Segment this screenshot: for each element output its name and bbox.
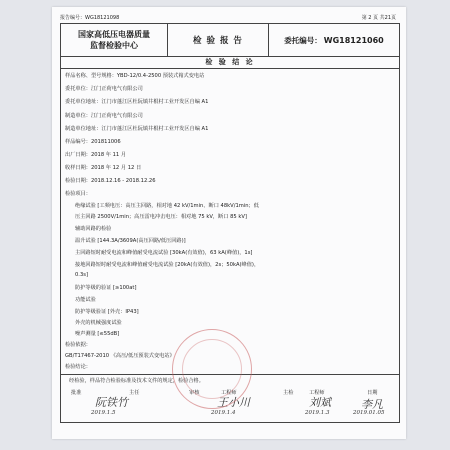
test-items-label: 检验项目：: [65, 191, 91, 197]
test-item: 0.3s]: [75, 272, 88, 278]
test-conclusion-label: 检验结论：: [65, 364, 91, 370]
approver-title: 主任: [129, 390, 140, 396]
official-seal: [172, 329, 252, 409]
conclusion-title: 检 验 结 论: [60, 56, 400, 69]
report-type: 检 验 报 告: [168, 24, 269, 56]
client-address-line: 委托单位地址：江门市蓬江区杜阮镇井根村工业开发区自编 A1: [65, 99, 209, 105]
test-standard: GB/T17467-2010 《高压/低压预装式变电站》: [65, 353, 175, 359]
reviewer-label: 审核: [189, 390, 200, 396]
test-item: 温升试验 [144.3A/3609A(高压回路/低压回路)]: [75, 238, 186, 244]
main-label: 主检: [283, 390, 294, 396]
date-label: 日期: [367, 390, 378, 396]
conclusion-body: [60, 68, 400, 375]
page-number: 第 2 页 共21页: [361, 15, 396, 21]
reviewer-title: 工程师: [221, 390, 237, 396]
manufacturer-address-line: 制造单位地址：江门市蓬江区杜阮镇井根村工业开发区自编 A1: [65, 126, 209, 132]
final-signature: 李凡: [361, 398, 383, 411]
org-name: [61, 24, 168, 56]
test-basis-label: 检验依据：: [65, 342, 91, 348]
approver-signature: 阮铁竹: [95, 396, 128, 409]
production-date-line: 出厂日期：2018 年 11 月: [65, 152, 127, 158]
receipt-date-line: 收样日期：2018 年 12 月 12 日: [65, 165, 142, 171]
test-item: 接地回路短时耐受电流和峰值耐受电流试验 [20kA(有效值)，2s；50kA(峰值)，: [75, 262, 260, 268]
test-item: 噪声测量 [≤55dB]: [75, 331, 120, 337]
test-item: 辅助回路的检验: [75, 226, 112, 232]
reviewer-signature-date: 2019.1.4: [211, 410, 236, 416]
test-item: 绝缘试验 [工频电压：高压主回路，相对地 42 kV/1min、断口 48kV/1min；低: [75, 203, 259, 209]
commission-value: WG18121060: [323, 35, 384, 45]
manufacturer-line: 制造单位：江门正荷电气有限公司: [65, 113, 143, 119]
report-header: [60, 23, 400, 57]
report-page: [52, 7, 406, 439]
test-item: 主回路短时耐受电流和峰值耐受电流试验 [30kA(有效值)，63 kA(峰值)，1s]: [75, 250, 253, 256]
org-name-line2: 监督检验中心: [90, 41, 138, 50]
reviewer-signature: 王小川: [217, 396, 250, 409]
approver-signature-date: 2019.1.5: [91, 410, 116, 416]
test-item: 压主回路 2500V/1min；高压雷电冲击电压：相对地 75 kV，断口 85 kV]: [75, 214, 247, 220]
final-signature-date: 2019.01.05: [353, 410, 385, 416]
main-signature: 刘斌: [309, 396, 331, 409]
sample-number-line: 样品编号：201811006: [65, 139, 121, 145]
report-number: 报告编号：WG18121098: [60, 15, 120, 21]
test-date-line: 检验日期：2018.12.16 - 2018.12.26: [65, 178, 156, 184]
sample-name-line: 样品名称、型号规格：YBD-12/0.4-2500 预装式箱式变电站: [65, 73, 205, 79]
footer-text: 经检验，样品符合检验标准及技术文件的规定，检验合格。: [69, 378, 204, 384]
commission-label: 委托编号：: [284, 35, 322, 45]
org-name-line1: 国家高低压电器质量: [78, 30, 150, 39]
test-item: 防护等级的验证 [≥100at]: [75, 285, 137, 291]
test-item: 防护等级验证 [外壳：IP43]: [75, 309, 139, 315]
main-signature-date: 2019.1.3: [305, 410, 330, 416]
approver-label: 批准: [71, 390, 82, 396]
commission-number: [269, 24, 399, 56]
test-item: 功能试验: [75, 297, 96, 303]
client-line: 委托单位：江门正荷电气有限公司: [65, 86, 143, 92]
test-item: 外壳的机械强度试验: [75, 320, 122, 326]
main-title: 工程师: [309, 390, 325, 396]
official-seal-inner-ring: [182, 339, 242, 399]
